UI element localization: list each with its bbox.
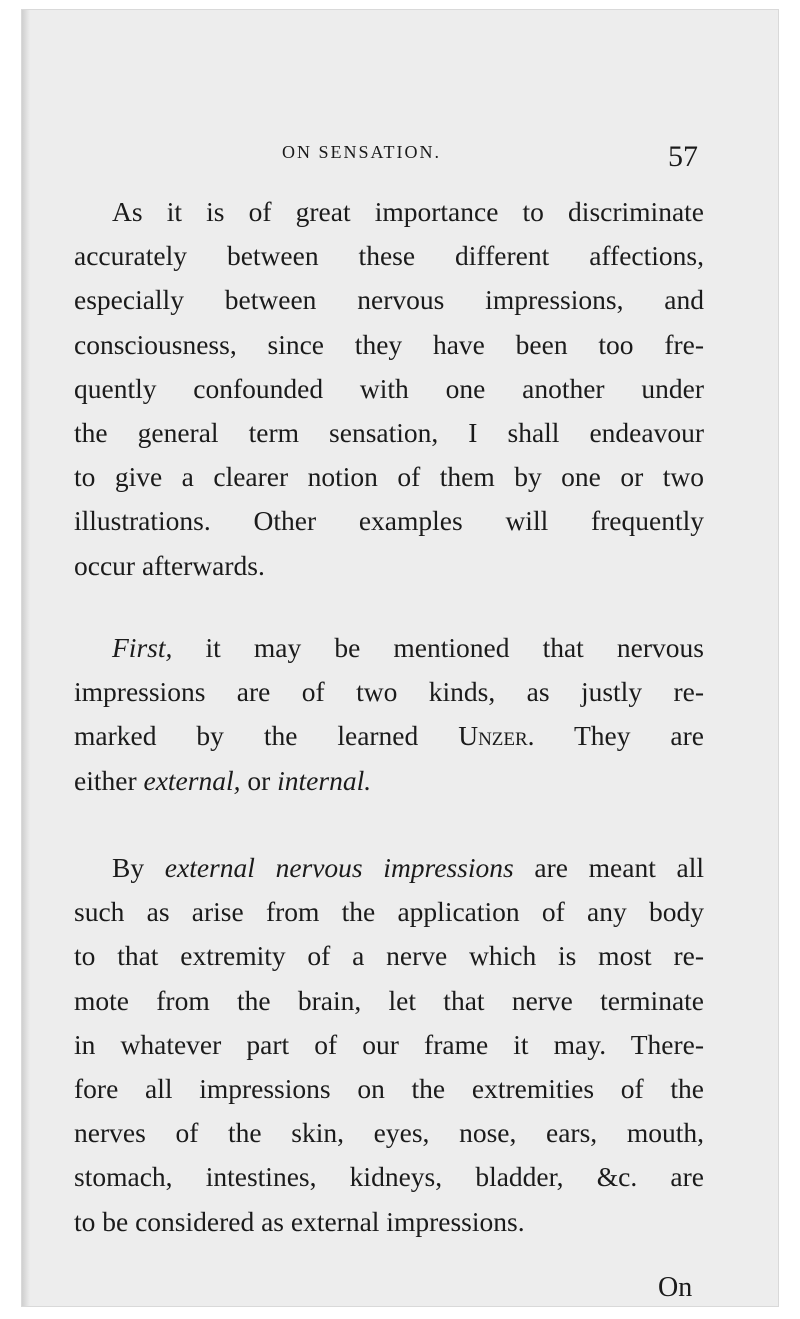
text-run: By [112,852,165,883]
text-line: quently confounded with one another under [74,372,704,404]
text-line [74,626,704,670]
text-line: such as arise from the application of any body [74,896,704,928]
book-page [22,10,778,1306]
text-line: occur afterwards. [74,549,265,581]
text-line: especially between nervous impressions, and [74,284,704,316]
italic-word-external: external, [143,764,241,796]
text-run: either [74,764,144,796]
paragraph-3 [74,846,704,1244]
text-run: or [240,764,278,796]
text-line: nerves of the skin, eyes, nose, ears, mouth, [74,1117,704,1149]
text-line: to that extremity of a nerve which is most re- [74,940,704,972]
text-line: to give a clearer notion of them by one or two [74,461,704,493]
text-line [74,714,704,758]
gutter-shadow [22,10,30,1306]
text-line: illustrations. Other examples will frequently [74,505,704,537]
text-line [74,846,704,890]
text-line: accurately between these different affections, [74,240,704,272]
text-line: to be considered as external impressions. [74,1205,525,1237]
text-line: mote from the brain, let that nerve terminate [74,984,704,1016]
italic-phrase: external nervous impressions [164,852,514,883]
text-run: They are [534,720,704,752]
text-line: the general term sensation, I shall endeavour [74,417,704,449]
text-run: are meant all [513,852,704,883]
running-title: ON SENSATION. [282,142,442,162]
text-line: fore all impressions on the extremities of the [74,1073,704,1105]
author-name: Unzer. [458,720,535,752]
text-line: in whatever part of our frame it may. There- [74,1028,704,1060]
text-line [74,759,704,803]
paragraph-1 [74,190,704,588]
text-line: stomach, intestines, kidneys, bladder, &c. are [74,1161,704,1193]
italic-word-first: First, [112,632,173,663]
text-run: marked by the learned [74,720,459,752]
text-run: it may be mentioned that nervous [172,632,704,663]
text-line: As it is of great importance to discriminate [112,196,704,227]
text-line: impressions are of two kinds, as justly re- [74,676,704,708]
italic-word-internal: internal. [277,764,372,796]
paragraph-2 [74,626,704,803]
catchword: On [658,1272,693,1303]
page-number: 57 [668,140,698,173]
text-line: consciousness, since they have been too fre- [74,328,704,360]
